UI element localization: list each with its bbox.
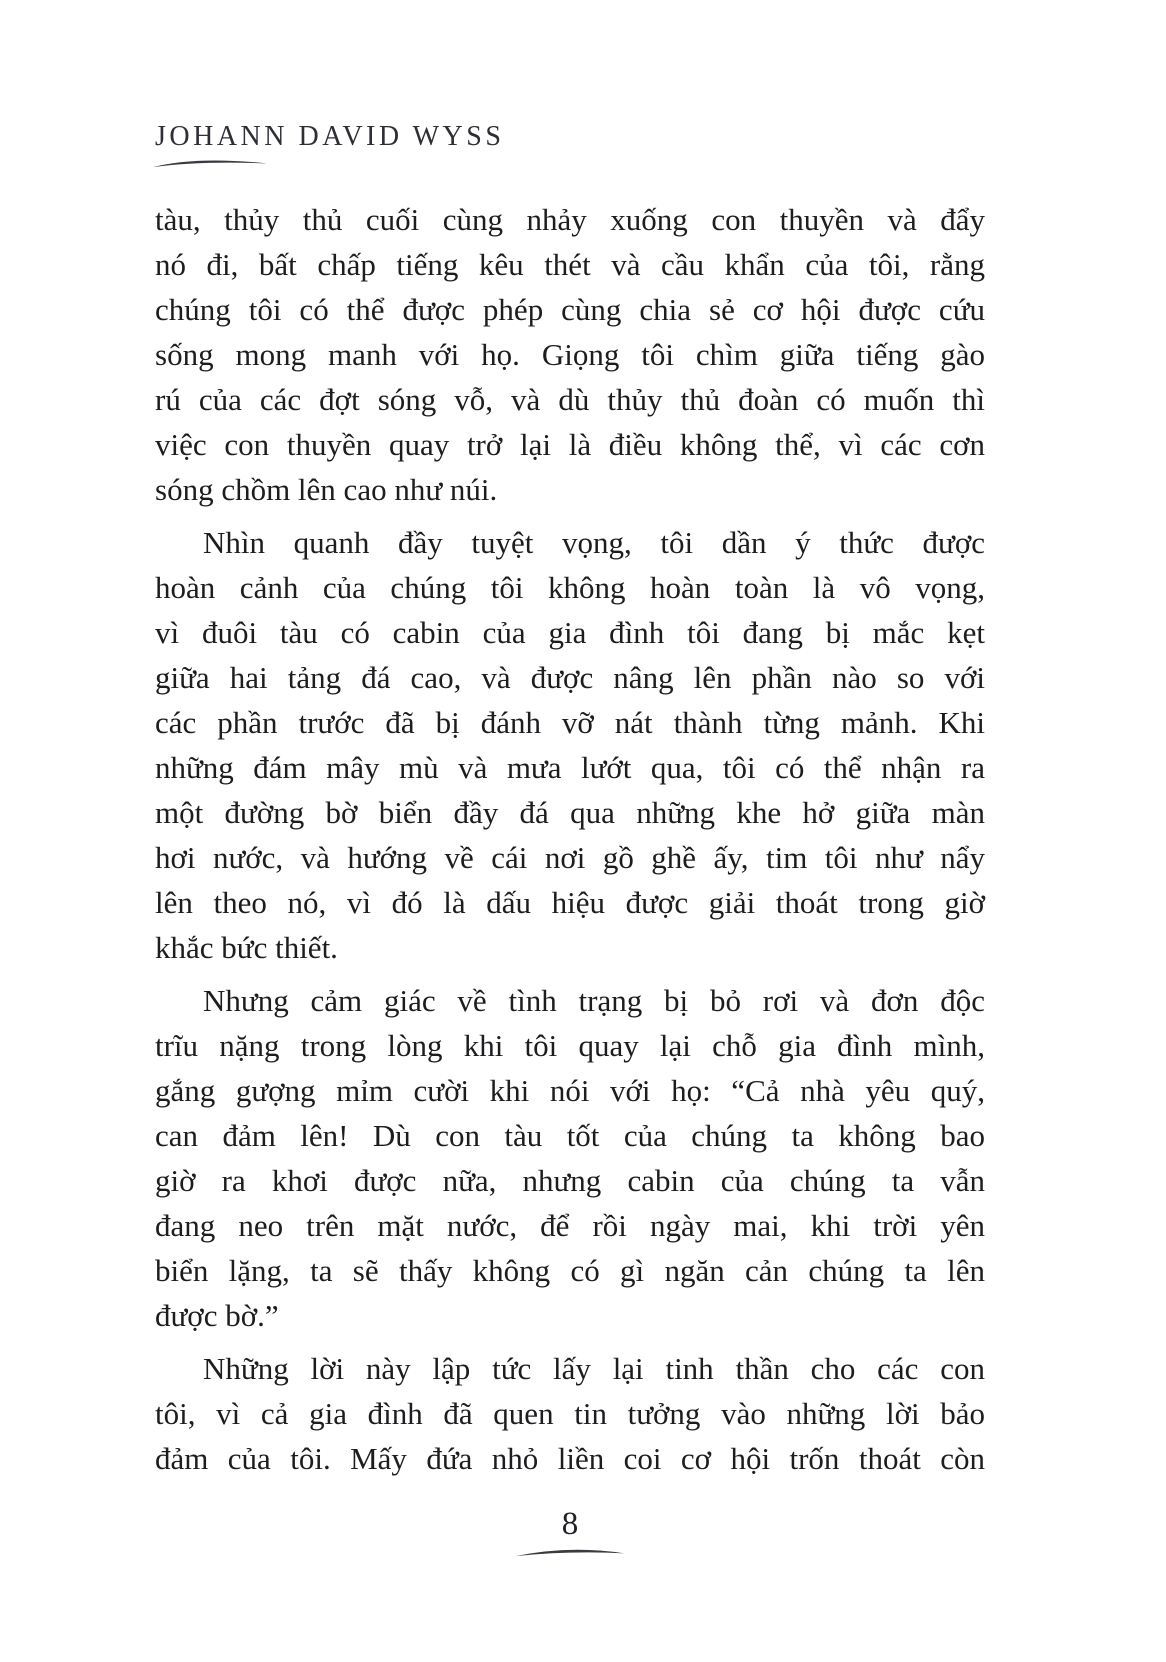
swoosh-underline-icon [514, 1545, 626, 1558]
text-line: giờ ra khơi được nữa, nhưng cabin của chúng ta vẫn [155, 1163, 985, 1198]
text-line: được bờ.” [155, 1298, 279, 1333]
text-line: đang neo trên mặt nước, để rồi ngày mai, khi trời yên [155, 1208, 985, 1243]
page-number: 8 [561, 1506, 579, 1542]
paragraph [155, 978, 985, 1338]
text-line: sống mong manh với họ. Giọng tôi chìm giữa tiếng gào [155, 337, 985, 372]
text-line: các phần trước đã bị đánh vỡ nát thành từng mảnh. Khi [155, 705, 985, 740]
text-line: giữa hai tảng đá cao, và được nâng lên phần nào so với [155, 660, 985, 695]
text-line: rú của các đợt sóng vỗ, và dù thủy thủ đoàn có muốn thì [155, 382, 985, 417]
page-footer [155, 1504, 985, 1558]
text-line: lên theo nó, vì đó là dấu hiệu được giải thoát trong giờ [155, 885, 985, 920]
text-line: những đám mây mù và mưa lướt qua, tôi có thể nhận ra [155, 750, 985, 785]
page-header [155, 120, 504, 169]
text-line: Những lời này lập tức lấy lại tinh thần cho các con [203, 1351, 985, 1386]
text-line: nó đi, bất chấp tiếng kêu thét và cầu khẩn của tôi, rằng [155, 247, 985, 282]
text-line: trĩu nặng trong lòng khi tôi quay lại chỗ gia đình mình, [155, 1028, 985, 1063]
text-line: vì đuôi tàu có cabin của gia đình tôi đang bị mắc kẹt [155, 615, 985, 650]
text-line: Nhưng cảm giác về tình trạng bị bỏ rơi và đơn độc [203, 983, 985, 1018]
text-line: hơi nước, và hướng về cái nơi gồ ghề ấy, tim tôi như nẩy [155, 840, 985, 875]
paragraph [155, 197, 985, 512]
text-line: tôi, vì cả gia đình đã quen tin tưởng vào những lời bảo [155, 1396, 985, 1431]
swoosh-underline-icon [151, 156, 269, 169]
text-line: biển lặng, ta sẽ thấy không có gì ngăn cản chúng ta lên [155, 1253, 985, 1288]
text-line: tàu, thủy thủ cuối cùng nhảy xuống con thuyền và đẩy [155, 202, 985, 237]
text-line: chúng tôi có thể được phép cùng chia sẻ cơ hội được cứu [155, 292, 985, 327]
text-line: việc con thuyền quay trở lại là điều không thể, vì các cơn [155, 427, 985, 462]
text-line: gắng gượng mỉm cười khi nói với họ: “Cả nhà yêu quý, [155, 1073, 985, 1108]
text-line: hoàn cảnh của chúng tôi không hoàn toàn là vô vọng, [155, 570, 985, 605]
text-line: Nhìn quanh đầy tuyệt vọng, tôi dần ý thức được [203, 525, 985, 560]
text-line: sóng chồm lên cao như núi. [155, 472, 498, 507]
paragraph [155, 1346, 985, 1481]
page-body [155, 197, 985, 1481]
text-line: đảm của tôi. Mấy đứa nhỏ liền coi cơ hội trốn thoát còn [155, 1441, 985, 1476]
text-line: một đường bờ biển đầy đá qua những khe hở giữa màn [155, 795, 985, 830]
paragraph [155, 520, 985, 970]
text-line: can đảm lên! Dù con tàu tốt của chúng ta không bao [155, 1118, 985, 1153]
author-name: JOHANN DAVID WYSS [155, 121, 505, 152]
text-line: khắc bức thiết. [155, 930, 338, 965]
